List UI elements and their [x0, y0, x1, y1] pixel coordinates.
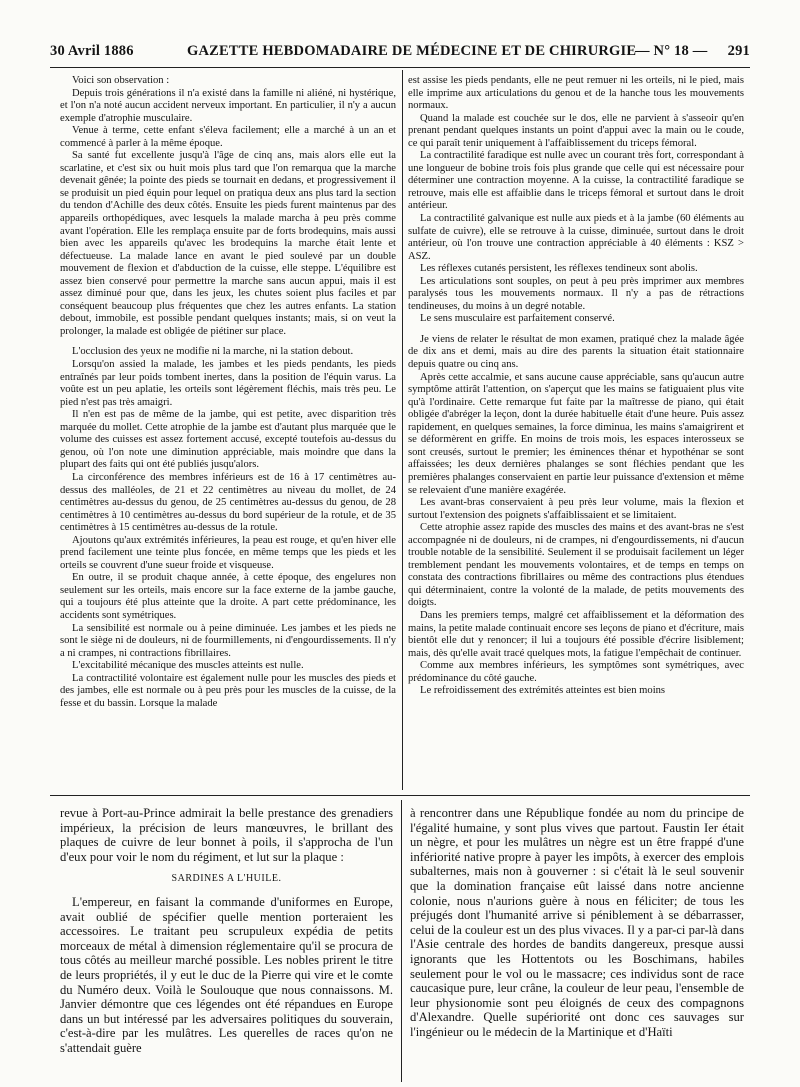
paragraph: Cette atrophie assez rapide des muscles des mains et des avant-bras ne s'est accompagnée ni de douleurs, ni de crampes, ni d'engourdissements, ni d'aucun trouble notable de la sensibilité. Seulement il se produisait facilement un léger tremblement pendant les mouvements volontaires, et de temps en temps on constata des contractions fibrillaires ou même des contractions plus étendues qui déterminaient, contre la volonté de la malade, de petits mouvements des doigts.: [408, 522, 744, 609]
paragraph: La contractilité volontaire est également nulle pour les muscles des pieds et des jambes, elle est normale ou à peu près pour les muscles de la cuisse, de la fesse et du bassin. Lorsque la malade: [60, 672, 396, 709]
section-rule: [50, 795, 750, 796]
column-divider-upper: [402, 70, 403, 790]
paragraph: L'occlusion des yeux ne modifie ni la marche, ni la station debout.: [72, 346, 354, 358]
section-heading: SARDINES A L'HUILE.: [171, 873, 282, 885]
paragraph: Quand la malade est couchée sur le dos, elle ne parvient à s'asseoir qu'en prenant pendant quelques instants un point d'appui avec la main ou le coude, ce qui paraît tenir uniquement à l'affaiblissement du triceps fémoral.: [408, 112, 744, 149]
paragraph: Les articulations sont souples, on peut à peu près imprimer aux membres paralysés tous les mouvements normaux. Il n'y a pas de rétractions tendineuses, du moins à un degré notable.: [408, 275, 744, 312]
paragraph: La sensibilité est normale ou à peine diminuée. Les jambes et les pieds ne sont le siège ni de douleurs, ni de fourmillements, ni d'engourdissements. Il n'y a ni crampes, ni contractions fibrillaires.: [60, 622, 396, 659]
paragraph: En outre, il se produit chaque année, à cette époque, des engelures non seulement sur les orteils, mais encore sur la face externe de la jambe gauche, qui a toujours été plus atteinte que la droite. A part cette prédominance, les accidents sont symétriques.: [60, 572, 396, 621]
journal-title: GAZETTE HEBDOMADAIRE DE MÉDECINE ET DE CHIRURGIE: [187, 43, 637, 59]
header-rule: [50, 67, 750, 68]
paragraph: Lorsqu'on assied la malade, les jambes et les pieds pendants, les pieds entraînés par leur poids tombent inertes, dans la position de l'équin varus. La voûte est un peu aplatie, les orteils sont légèrement fléchis, mais très peu. Le pied n'est pas très amaigri.: [60, 359, 396, 408]
column-divider-lower: [401, 800, 402, 1082]
paragraph: est assise les pieds pendants, elle ne peut remuer ni les orteils, ni le pied, mais elle imprime aux articulations du genou et de la hanche tous les mouvements normaux.: [408, 75, 744, 112]
paragraph: L'empereur, en faisant la commande d'uniformes en Europe, avait oublié de spécifier quelle mention porteraient les accessoires. Le traitant peu scrupuleux expédia de petits morceaux de métal à dimension réglementaire qu'il se procura de tous côtés au meilleur marché possible. Les nobles prirent le titre de leurs propriétés, il y eut le duc de la Pierre qui vire et le comte du Numéro deux. Voilà le Soulouque que nous connaissons. M. Janvier démontre que ces légendes ont été répandues en Europe dans un but intéressé par les adversaires politiques du souverain, c'est-à-dire par les mulâtres. Les querelles de races qu'on ne s'attendait guère: [60, 894, 393, 1055]
paragraph: Dans les premiers temps, malgré cet affaiblissement et la déformation des mains, la petite malade continuait encore ses leçons de piano et d'écriture, mais bientôt elle dut y renoncer; il lui a toujours été possible d'écrire lisiblement; mais, dès qu'elle avait tracé quelques mots, la fatigue l'empêchait de continuer.: [408, 609, 744, 659]
paragraph: Le refroidissement des extrémités atteintes est bien moins: [420, 685, 666, 697]
column-left-upper: [60, 75, 396, 787]
page-number: 291: [727, 43, 750, 59]
header-date: 30 Avril 1886: [50, 43, 134, 59]
paragraph: Venue à terme, cette enfant s'éleva facilement; elle a marché à un an et commencé à parler à la même époque.: [60, 125, 396, 149]
paragraph: Il n'en est pas de même de la jambe, qui est petite, avec disparition très marquée du mollet. Cette atrophie de la jambe est d'autant plus marquée que le volume des cuisses est assez fortement accusé, excepté toutefois au-dessus du genou, où l'on note une diminution appréciable, mais moindre que dans la plupart des faits qui ont été publiés jusqu'alors.: [60, 409, 396, 471]
paragraph: Les avant-bras conservaient à peu près leur volume, mais la flexion et surtout l'extension des poignets s'affaiblissaient et se limitaient.: [408, 497, 744, 521]
page-header: [50, 43, 750, 65]
issue-number: — N° 18 —: [635, 43, 708, 59]
paragraph: revue à Port-au-Prince admirait la belle prestance des grenadiers impérieux, la précision de leurs manœuvres, le brillant des plaques de cuivre de leur bonnet à poils, il s'approcha de l'un d'eux pour voir le nom du régiment, et lut sur la plaque :: [60, 806, 393, 864]
paragraph: Les réflexes cutanés persistent, les réflexes tendineux sont abolis.: [420, 263, 698, 275]
paragraph: Après cette accalmie, et sans aucune cause appréciable, sans qu'aucun autre symptôme attirât l'attention, on s'aperçut que les mains se fatiguaient plus vite qu'à l'ordinaire. Cette remarque fut faite par la maîtresse de piano, qui était obligée d'abréger la leçon, dont la durée habituelle était d'une heure. Puis assez rapidement, en quelques semaines, la force diminua, les mains s'amaigrirent et se déformèrent en griffe. En moins de trois mois, les espaces interosseux se sont creusés, surtout le premier; les éminences thénar et hypothénar se sont affaissées; les deux dernières phalanges se sont fléchies pendant que les premières phalanges conservaient en partie leur puissance d'extension et même se relevaient d'une manière exagérée.: [408, 371, 744, 496]
paragraph: Ajoutons qu'aux extrémités inférieures, la peau est rouge, et qu'en hiver elle prend facilement une teinte plus foncée, en même temps que les pieds et les orteils se couvrent d'une sueur froide et visqueuse.: [60, 534, 396, 571]
paragraph: Le sens musculaire est parfaitement conservé.: [420, 313, 615, 325]
paragraph: La contractilité faradique est nulle avec un courant très fort, correspondant à une longueur de bobine trois fois plus grande que celle qui est nécessaire pour déterminer une contraction moyenne. A la cuisse, la contractilité faradique se retrouve, mais elle est affaiblie dans le triceps fémoral et surtout dans le droit antérieur.: [408, 150, 744, 212]
paragraph: Sa santé fut excellente jusqu'à l'âge de cinq ans, mais alors elle eut la scarlatine, et c'est six ou huit mois plus tard que l'on remarqua que la marche devenait gênée; la pointe des pieds se tournait en dedans, et progressivement il se produisit un pied équin pour lequel on pratiqua deux ans plus tard la section du tendon d'Achille des deux côtés. Ensuite les pieds furent maintenus par des appareils orthopédiques, avec lesquels la malade marcha à peu près comme avant l'opération. Elle les remplaça ensuite par de forts brodequins, mais aussi bien avec les appareils qu'avec les brodequins la marche était lente et défectueuse. La malade lance en avant le pied soulevé par un double mouvement de flexion et d'abduction de la cuisse, elle steppe. L'équilibre est assez bien conservé pour permettre la marche sans aucun appui, mais il est assez diminué pour que, dans les jeux, les chutes soient plus faciles et par conséquent beaucoup plus fréquentes que chez les autres enfants. La station debout, immobile, est possible pendant quelques instants; mais, si on veut la prolonger, la malade est obligée de piétiner sur place.: [60, 150, 396, 337]
paragraph: Depuis trois générations il n'a existé dans la famille ni aliéné, ni hystérique, et l'on n'a noté aucun accident nerveux important. En particulier, il n'y a aucun exemple d'atrophie musculaire.: [60, 87, 396, 124]
paragraph: Comme aux membres inférieurs, les symptômes sont symétriques, avec prédominance du côté gauche.: [408, 660, 744, 684]
paragraph: La circonférence des membres inférieurs est de 16 à 17 centimètres au-dessus des malléoles, de 21 et 22 centimètres au niveau du mollet, de 24 centimètres au-dessus du genou, de 25 centimètres au-dessus du genou, de 28 centimètres à 10 centimètres au-dessus du bord supérieur de la rotule, et de 35 centimètres à 15 centimètres au-dessus de la rotule.: [60, 471, 396, 534]
paragraph: La contractilité galvanique est nulle aux pieds et à la jambe (60 éléments au sulfate de cuivre), elle se retrouve à la cuisse, diminuée, surtout dans le droit antérieur, où l'on trouve une contraction appréciable à 40 éléments : KSZ > ASZ.: [408, 213, 744, 262]
column-right-lower: [410, 806, 744, 1076]
paragraph: Voici son observation :: [72, 75, 170, 86]
column-left-lower: [60, 806, 393, 1076]
paragraph: Je viens de relater le résultat de mon examen, pratiqué chez la malade âgée de dix ans et demi, mais au dire des parents la situation était stationnaire depuis quatre ou cinq ans.: [408, 333, 744, 371]
paragraph: L'excitabilité mécanique des muscles atteints est nulle.: [72, 660, 304, 672]
column-right-upper: [408, 75, 744, 787]
paragraph: à rencontrer dans une République fondée au nom du principe de l'égalité humaine, y sont plus vives que partout. Faustin Ier était un nègre, et pour les mulâtres un nègre est un être frappé d'une infériorité native propre à payer les impôts, à exercer des emplois subalternes, mais non à gouverner : si c'était là le seul souvenir que la domination française eût laissé dans notre ancienne colonie, nous n'aurions guère à nous en féliciter; de tous les préjugés dont l'humanité arrive si péniblement à se débarrasser, celui de la couleur est un des plus vivaces. Il y a par-ci par-là dans l'Asie centrale des hordes de bandits dangereux, presque aussi ignorants que les Hottentots ou les Boschimans, habiles seulement pour le vol ou le massacre; ces individus sont de race caucasique pure, leur crâne, la couleur de leur peau, l'ensemble de leur physionomie sont peu éloignés de ceux des compagnons d'Alexandre. Quelle supériorité ont donc ces sauvages sur l'ingénieur ou le médecin de la Martinique et d'Haïti: [410, 806, 744, 1039]
